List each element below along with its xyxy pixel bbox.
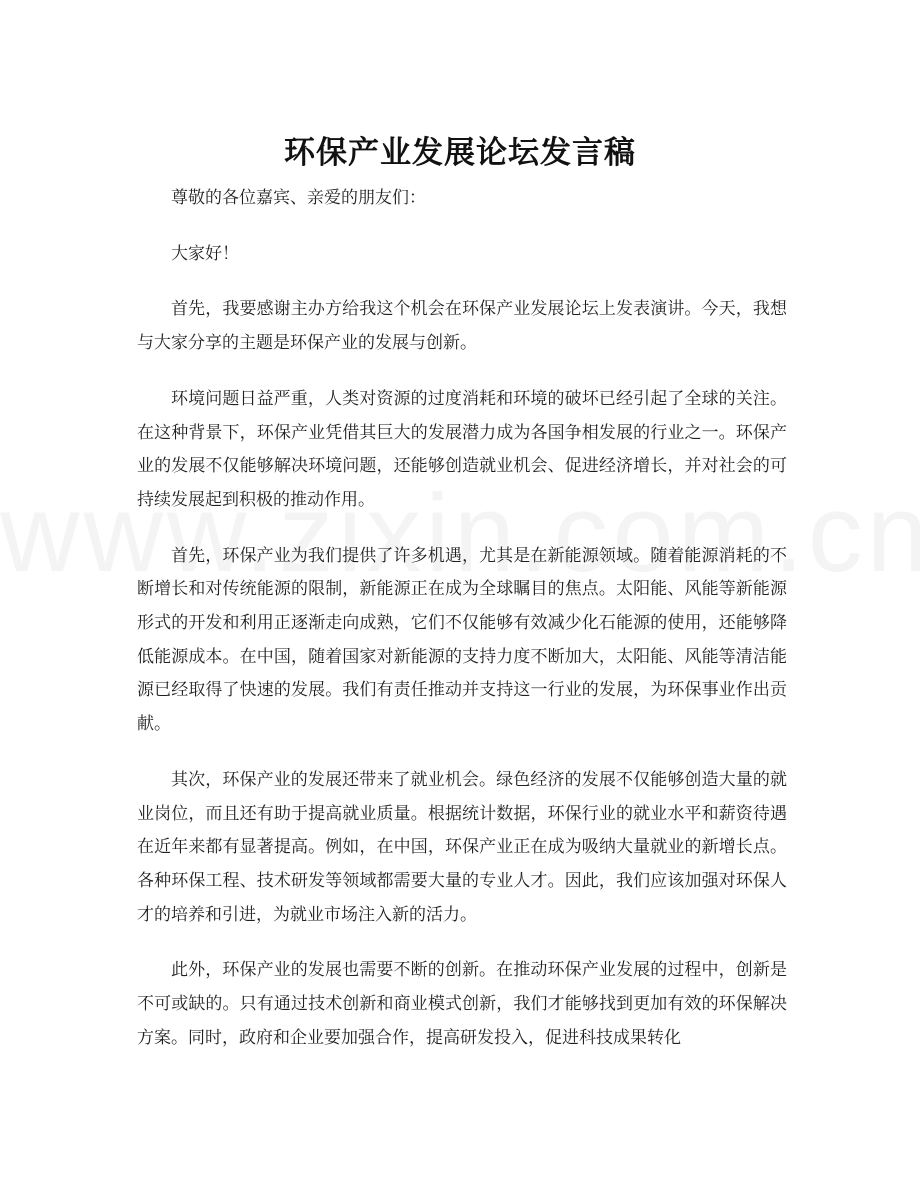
body-paragraph: 首先，环保产业为我们提供了许多机遇，尤其是在新能源领域。随着能源消耗的不断增长和对传统能源的限制，新能源正在成为全球瞩目的焦点。太阳能、风能等新能源形式的开发和利用正逐渐走向成熟，它们不仅能够有效减少化石能源的使用，还能够降低能源成本。在中国，随着国家对新能源的支持力度不断加大，太阳能、风能等清洁能源已经取得了快速的发展。我们有责任推动并支持这一行业的发展，为环保事业作出贡献。 (137, 545, 787, 735)
document-body (137, 182, 787, 1077)
body-paragraph: 首先，我要感谢主办方给我这个机会在环保产业发展论坛上发表演讲。今天，我想与大家分享的主题是环保产业的发展与创新。 (137, 299, 787, 354)
body-paragraph: 其次，环保产业的发展还带来了就业机会。绿色经济的发展不仅能够创造大量的就业岗位，而且还有助于提高就业质量。根据统计数据，环保行业的就业水平和薪资待遇在近年来都有显著提高。例如，在中国，环保产业正在成为吸纳大量就业的新增长点。各种环保工程、技术研发等领域都需要大量的专业人才。因此，我们应该加强对环保人才的培养和引进，为就业市场注入新的活力。 (137, 769, 787, 925)
greeting-paragraph: 大家好！ (171, 243, 239, 264)
page-title: 环保产业发展论坛发言稿 (284, 134, 636, 171)
body-paragraph: 环境问题日益严重，人类对资源的过度消耗和环境的破坏已经引起了全球的关注。在这种背景下，环保产业凭借其巨大的发展潜力成为各国争相发展的行业之一。环保产业的发展不仅能够解决环境问题，还能够创造就业机会、促进经济增长，并对社会的可持续发展起到积极的推动作用。 (137, 388, 787, 510)
salutation-paragraph: 尊敬的各位嘉宾、亲爱的朋友们： (171, 188, 426, 208)
body-paragraph: 此外，环保产业的发展也需要不断的创新。在推动环保产业发展的过程中，创新是不可或缺的。只有通过技术创新和商业模式创新，我们才能够找到更加有效的环保解决方案。同时，政府和企业要加强合作，提高研发投入，促进科技成果转化 (137, 960, 787, 1048)
